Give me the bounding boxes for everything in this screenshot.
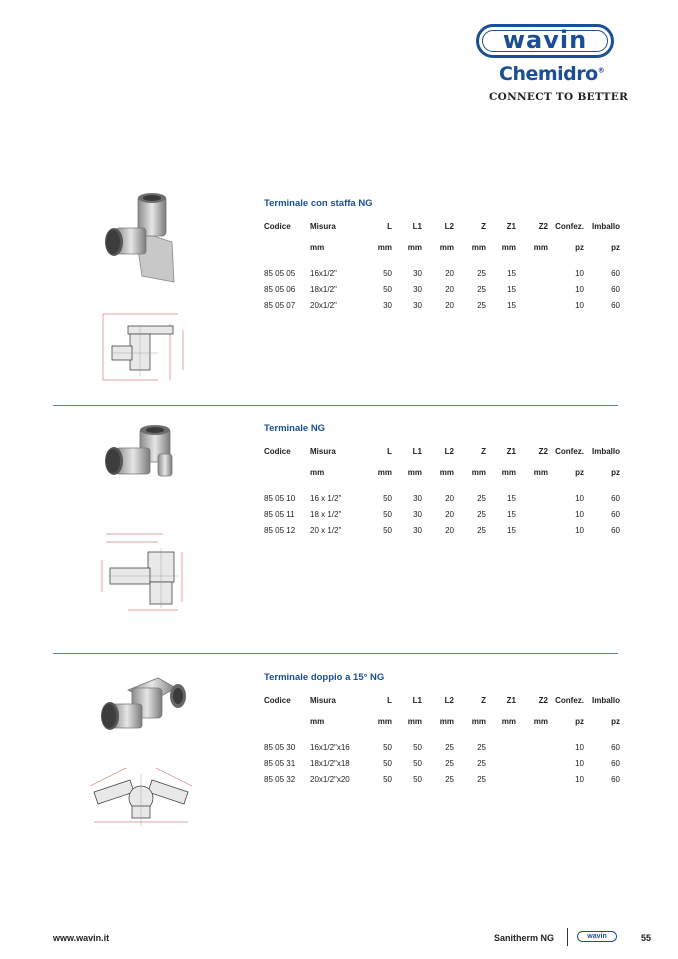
col-header-l2: L2 xyxy=(444,222,454,231)
cell-l2: 25 xyxy=(445,775,454,784)
footer-separator xyxy=(567,928,568,946)
cell-z: 25 xyxy=(477,526,486,535)
cell-l: 50 xyxy=(383,510,392,519)
brand-tagline: CONNECT TO BETTER xyxy=(489,91,629,103)
cell-code: 85 05 11 xyxy=(264,510,295,519)
cell-z: 25 xyxy=(477,759,486,768)
col-header-l1: L1 xyxy=(412,222,422,231)
cell-z: 25 xyxy=(477,775,486,784)
unit-confez: pz xyxy=(575,717,584,726)
col-header-codice: Codice xyxy=(264,222,291,231)
col-header-imballo: Imballo xyxy=(591,222,620,231)
cell-imballo: 60 xyxy=(611,269,620,278)
unit-imballo: pz xyxy=(611,717,620,726)
col-header-l2: L2 xyxy=(444,696,454,705)
cell-l2: 25 xyxy=(445,743,454,752)
cell-confez: 10 xyxy=(575,269,584,278)
cell-l: 30 xyxy=(383,301,392,310)
col-header-l: L xyxy=(387,447,392,456)
cell-z: 25 xyxy=(477,269,486,278)
cell-code: 85 05 12 xyxy=(264,526,296,535)
col-header-imballo: Imballo xyxy=(591,696,620,705)
footer-website-link[interactable]: www.wavin.it xyxy=(53,933,110,943)
chemidro-logo: Chemidro® xyxy=(499,63,605,85)
unit-l1: mm xyxy=(407,243,422,252)
cell-z1: 15 xyxy=(507,301,516,310)
cell-imballo: 60 xyxy=(611,759,620,768)
cell-imballo: 60 xyxy=(611,285,620,294)
cell-l2: 20 xyxy=(445,526,454,535)
cell-imballo: 60 xyxy=(611,743,620,752)
unit-imballo: pz xyxy=(611,243,620,252)
footer-document-name: Sanitherm NG xyxy=(494,933,555,943)
cell-code: 85 05 05 xyxy=(264,269,296,278)
cell-l2: 20 xyxy=(445,269,454,278)
cell-confez: 10 xyxy=(575,526,584,535)
table-row xyxy=(264,759,620,771)
wavin-logo-text: wavin xyxy=(502,26,588,54)
footer-wavin-logo xyxy=(577,931,617,942)
table-header-row xyxy=(264,696,620,708)
cell-imballo: 60 xyxy=(611,775,620,784)
table-header-row xyxy=(264,447,620,459)
unit-l2: mm xyxy=(439,468,454,477)
section-title: Terminale doppio a 15° NG xyxy=(264,672,385,683)
cell-size: 18x1/2"x18 xyxy=(310,759,350,768)
cell-z: 25 xyxy=(477,285,486,294)
table-units-row xyxy=(264,468,620,480)
cell-size: 16x1/2"x16 xyxy=(310,743,350,752)
cell-l: 50 xyxy=(383,285,392,294)
col-header-z2: Z2 xyxy=(538,222,548,231)
cell-size: 18 x 1/2" xyxy=(310,510,342,519)
cell-size: 16x1/2" xyxy=(310,269,337,278)
table-header-row xyxy=(264,222,620,234)
unit-l: mm xyxy=(377,468,392,477)
col-header-z1: Z1 xyxy=(506,696,516,705)
cell-z: 25 xyxy=(477,743,486,752)
cell-l1: 50 xyxy=(413,743,422,752)
unit-misura: mm xyxy=(310,243,325,252)
cell-confez: 10 xyxy=(575,285,584,294)
cell-z1: 15 xyxy=(507,510,516,519)
cell-z: 25 xyxy=(477,494,486,503)
col-header-l1: L1 xyxy=(412,447,422,456)
table-row xyxy=(264,743,620,755)
chemidro-text: Chemidro xyxy=(499,63,598,85)
unit-z1: mm xyxy=(501,717,516,726)
unit-confez: pz xyxy=(575,468,584,477)
cell-l: 50 xyxy=(383,494,392,503)
cell-l1: 30 xyxy=(413,526,422,535)
col-header-l: L xyxy=(387,222,392,231)
cell-z1: 15 xyxy=(507,526,516,535)
table-row xyxy=(264,494,620,506)
unit-l1: mm xyxy=(407,717,422,726)
cell-confez: 10 xyxy=(575,759,584,768)
section-divider xyxy=(53,653,618,654)
cell-size: 20x1/2" xyxy=(310,301,337,310)
product-photo-terminale-doppio xyxy=(98,670,193,745)
cell-imballo: 60 xyxy=(611,494,620,503)
col-header-z1: Z1 xyxy=(506,447,516,456)
table-row xyxy=(264,269,620,281)
col-header-codice: Codice xyxy=(264,447,291,456)
cell-l2: 20 xyxy=(445,494,454,503)
cell-l: 50 xyxy=(383,269,392,278)
cell-code: 85 05 32 xyxy=(264,775,296,784)
unit-z1: mm xyxy=(501,468,516,477)
cell-l: 50 xyxy=(383,775,392,784)
col-header-z1: Z1 xyxy=(506,222,516,231)
cell-confez: 10 xyxy=(575,510,584,519)
cell-l1: 30 xyxy=(413,494,422,503)
cell-l: 50 xyxy=(383,759,392,768)
unit-z2: mm xyxy=(533,717,548,726)
col-header-confez: Confez. xyxy=(555,222,584,231)
unit-imballo: pz xyxy=(611,468,620,477)
unit-l: mm xyxy=(377,243,392,252)
cell-l1: 50 xyxy=(413,759,422,768)
unit-l: mm xyxy=(377,717,392,726)
cell-l: 50 xyxy=(383,526,392,535)
cell-size: 20 x 1/2" xyxy=(310,526,342,535)
cell-l1: 30 xyxy=(413,269,422,278)
col-header-l: L xyxy=(387,696,392,705)
col-header-z: Z xyxy=(481,222,486,231)
table-row xyxy=(264,775,620,787)
col-header-l2: L2 xyxy=(444,447,454,456)
cell-imballo: 60 xyxy=(611,510,620,519)
cell-z1: 15 xyxy=(507,285,516,294)
table-row xyxy=(264,285,620,297)
cell-z: 25 xyxy=(477,510,486,519)
cell-l: 50 xyxy=(383,743,392,752)
technical-drawing-terminale-staffa xyxy=(98,310,193,385)
section-title: Terminale con staffa NG xyxy=(264,198,373,209)
cell-imballo: 60 xyxy=(611,526,620,535)
col-header-z: Z xyxy=(481,696,486,705)
col-header-imballo: Imballo xyxy=(591,447,620,456)
cell-code: 85 05 31 xyxy=(264,759,296,768)
cell-imballo: 60 xyxy=(611,301,620,310)
technical-drawing-terminale xyxy=(98,530,193,615)
section-divider xyxy=(53,405,618,406)
cell-confez: 10 xyxy=(575,494,584,503)
cell-l2: 25 xyxy=(445,759,454,768)
cell-size: 18x1/2" xyxy=(310,285,337,294)
technical-drawing-terminale-doppio xyxy=(86,760,196,830)
unit-misura: mm xyxy=(310,468,325,477)
cell-l2: 20 xyxy=(445,301,454,310)
col-header-confez: Confez. xyxy=(555,447,584,456)
cell-code: 85 05 07 xyxy=(264,301,296,310)
col-header-misura: Misura xyxy=(310,222,336,231)
unit-z: mm xyxy=(471,717,486,726)
cell-size: 20x1/2"x20 xyxy=(310,775,350,784)
cell-confez: 10 xyxy=(575,743,584,752)
col-header-codice: Codice xyxy=(264,696,291,705)
col-header-misura: Misura xyxy=(310,447,336,456)
col-header-confez: Confez. xyxy=(555,696,584,705)
cell-l1: 30 xyxy=(413,510,422,519)
cell-confez: 10 xyxy=(575,775,584,784)
cell-z: 25 xyxy=(477,301,486,310)
unit-misura: mm xyxy=(310,717,325,726)
cell-l1: 30 xyxy=(413,301,422,310)
unit-l2: mm xyxy=(439,717,454,726)
unit-z2: mm xyxy=(533,468,548,477)
cell-l2: 20 xyxy=(445,285,454,294)
col-header-z2: Z2 xyxy=(538,696,548,705)
cell-code: 85 05 30 xyxy=(264,743,296,752)
unit-z2: mm xyxy=(533,243,548,252)
unit-confez: pz xyxy=(575,243,584,252)
col-header-z: Z xyxy=(481,447,486,456)
table-units-row xyxy=(264,717,620,729)
wavin-logo xyxy=(476,24,614,58)
table-row xyxy=(264,301,620,313)
cell-l1: 50 xyxy=(413,775,422,784)
cell-size: 16 x 1/2" xyxy=(310,494,342,503)
page-number: 55 xyxy=(641,933,652,943)
unit-l1: mm xyxy=(407,468,422,477)
cell-z1: 15 xyxy=(507,269,516,278)
product-photo-terminale-staffa xyxy=(100,190,180,290)
cell-code: 85 05 10 xyxy=(264,494,296,503)
cell-z1: 15 xyxy=(507,494,516,503)
table-row xyxy=(264,526,620,538)
product-photo-terminale xyxy=(100,420,180,510)
table-units-row xyxy=(264,243,620,255)
cell-l1: 30 xyxy=(413,285,422,294)
col-header-misura: Misura xyxy=(310,696,336,705)
unit-l2: mm xyxy=(439,243,454,252)
cell-code: 85 05 06 xyxy=(264,285,296,294)
unit-z: mm xyxy=(471,468,486,477)
unit-z: mm xyxy=(471,243,486,252)
footer-logo-text: wavin xyxy=(587,933,607,940)
col-header-z2: Z2 xyxy=(538,447,548,456)
cell-l2: 20 xyxy=(445,510,454,519)
section-title: Terminale NG xyxy=(264,423,326,434)
col-header-l1: L1 xyxy=(412,696,422,705)
cell-confez: 10 xyxy=(575,301,584,310)
unit-z1: mm xyxy=(501,243,516,252)
table-row xyxy=(264,510,620,522)
